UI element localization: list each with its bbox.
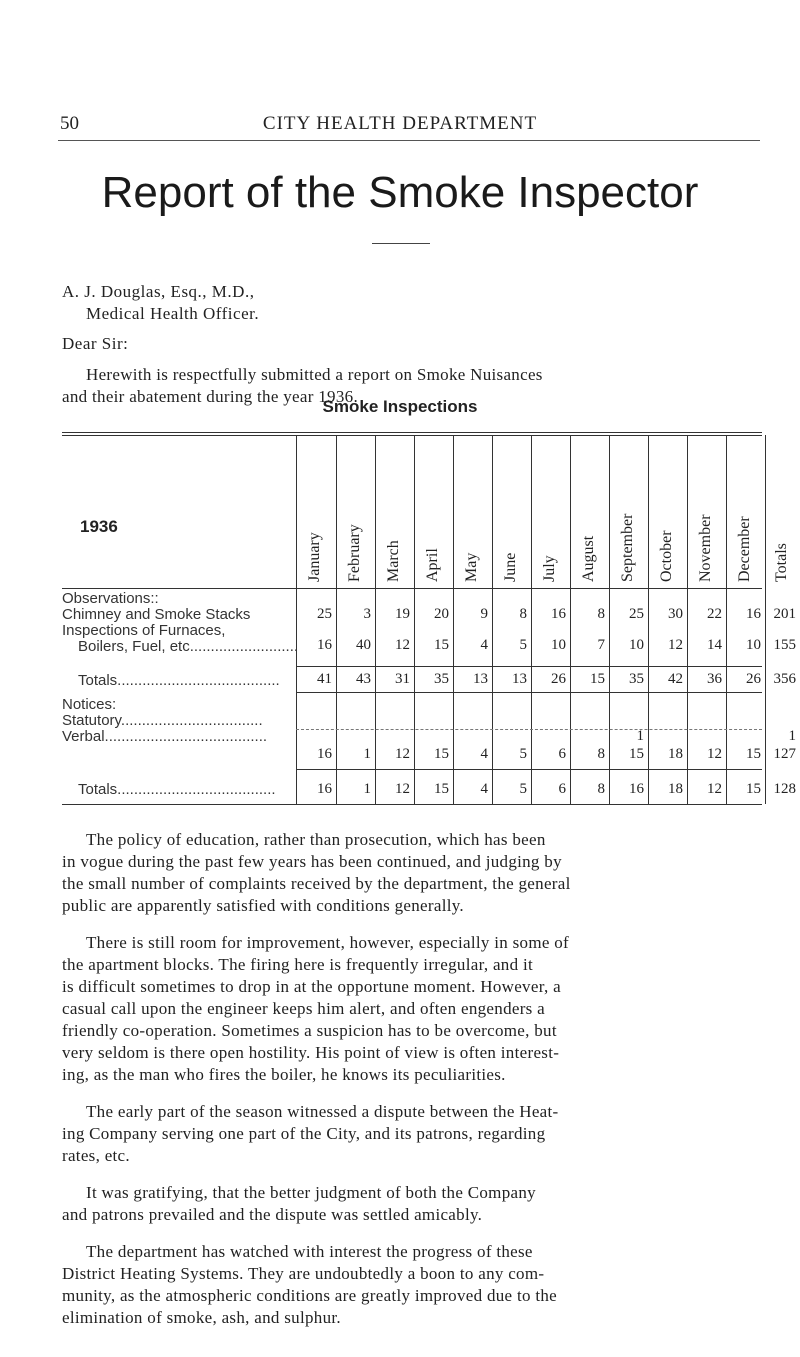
row-label: Totals....................................... [78, 672, 280, 689]
addressee-role: Medical Health Officer. [86, 304, 260, 323]
table-cell: 20 [434, 606, 449, 622]
paragraph-line: District Heating Systems. They are undoubtedly a boon to any com- [62, 1264, 545, 1283]
table-cell: 1 [788, 728, 796, 744]
table-cell: 10 [746, 637, 761, 653]
table-cell: 15 [434, 637, 449, 653]
table-cell: 12 [668, 637, 683, 653]
table-cell: 15 [434, 781, 449, 797]
row-label: Inspections of Furnaces, [62, 622, 226, 639]
paragraph-line: munity, as the atmospheric conditions are greatly improved due to the [62, 1286, 557, 1305]
table-top-rule [62, 435, 762, 436]
table-cell: 22 [707, 606, 722, 622]
month-header: February [345, 524, 363, 582]
paragraph-line: in vogue during the past few years has been continued, and judging by [62, 852, 562, 871]
table-cell: 19 [395, 606, 410, 622]
table-top-rule [62, 432, 762, 433]
table-cell: 8 [597, 606, 605, 622]
table-cell: 43 [356, 671, 371, 687]
table-cell: 26 [746, 671, 761, 687]
table-cell: 36 [707, 671, 722, 687]
table-cell: 7 [597, 637, 605, 653]
table-cell: 10 [629, 637, 644, 653]
report-title: Report of the Smoke Inspector [101, 168, 699, 217]
table-cell: 41 [317, 671, 332, 687]
body-paragraph [62, 1182, 762, 1226]
table-cell: 15 [434, 746, 449, 762]
table-cell: 13 [473, 671, 488, 687]
paragraph-line: the small number of complaints received by the department, the general [62, 874, 571, 893]
paragraph-line: There is still room for improvement, however, especially in some of [86, 933, 570, 952]
month-header: December [735, 516, 753, 582]
table-cell: 5 [519, 781, 527, 797]
row-label: Observations:: [62, 590, 159, 607]
running-title: CITY HEALTH DEPARTMENT [262, 113, 538, 134]
row-label: Chimney and Smoke Stacks [62, 606, 251, 623]
intro-line: Herewith is respectfully submitted a report on Smoke Nuisances [86, 365, 543, 384]
table-cell: 4 [480, 746, 488, 762]
table-cell: 127 [773, 746, 796, 762]
paragraph-line: casual call upon the engineer keeps him alert, and often engenders a [62, 999, 545, 1018]
table-cell: 42 [668, 671, 683, 687]
paragraph-line: and patrons prevailed and the dispute was settled amicably. [62, 1205, 483, 1224]
table-cell: 18 [668, 781, 683, 797]
table-cell: 12 [395, 781, 410, 797]
table-cell: 10 [551, 637, 566, 653]
statutory-rule [296, 729, 762, 730]
table-year: 1936 [80, 517, 118, 536]
month-header: Totals [772, 543, 790, 582]
table-cell: 26 [551, 671, 566, 687]
table-cell: 16 [551, 606, 566, 622]
table-cell: 12 [707, 746, 722, 762]
table-cell: 356 [773, 671, 796, 687]
paragraph-line: The department has watched with interest the progress of these [86, 1242, 533, 1261]
table-cell: 16 [317, 637, 332, 653]
body-paragraph [62, 1241, 762, 1329]
row-label: Statutory.................................. [62, 712, 263, 729]
paragraph-line: The policy of education, rather than prosecution, which has been [86, 830, 546, 849]
body-paragraph [62, 1101, 762, 1167]
paragraph-line: public are apparently satisfied with conditions generally. [62, 896, 464, 915]
table-cell: 30 [668, 606, 683, 622]
table-cell: 155 [773, 637, 796, 653]
table-cell: 1 [636, 728, 644, 744]
body-paragraph [62, 932, 762, 1086]
title-divider [372, 243, 430, 244]
month-header: January [306, 532, 323, 582]
table-cell: 35 [434, 671, 449, 687]
paragraph-line: It was gratifying, that the better judgment of both the Company [86, 1183, 536, 1202]
row-label: Totals...................................... [78, 781, 276, 798]
table-cell: 5 [519, 637, 527, 653]
subtotal-rule [296, 692, 762, 693]
month-header: April [423, 548, 441, 582]
table-cell: 6 [558, 781, 566, 797]
table-cell: 8 [597, 781, 605, 797]
row-label: Notices: [62, 696, 117, 713]
table-cell: 35 [629, 671, 644, 687]
table-cell: 6 [558, 746, 566, 762]
table-cell: 15 [746, 781, 761, 797]
paragraph-line: elimination of smoke, ash, and sulphur. [62, 1308, 341, 1327]
month-header: June [501, 552, 519, 582]
paragraph-line: ing Company serving one part of the City, and its patrons, regarding [62, 1124, 546, 1143]
table-cell: 5 [519, 746, 527, 762]
table-cell: 15 [629, 746, 644, 762]
table-cell: 3 [363, 606, 371, 622]
paragraph-line: ing, as the man who fires the boiler, he knows its peculiarities. [62, 1065, 506, 1084]
table-cell: 4 [480, 781, 488, 797]
salutation: Dear Sir: [62, 334, 129, 353]
body-paragraph [62, 829, 762, 917]
table-cell: 9 [480, 606, 488, 622]
table-cell: 201 [773, 606, 796, 622]
month-header: May [462, 552, 480, 582]
month-header: March [384, 540, 402, 582]
table-cell: 1 [363, 746, 371, 762]
header-rule [58, 140, 760, 141]
table-cell: 16 [629, 781, 644, 797]
paragraph-line: the apartment blocks. The firing here is frequently irregular, and it [62, 955, 533, 974]
paragraph-line: very seldom is there open hostility. His point of view is often interest- [62, 1043, 560, 1062]
table-bottom-rule [62, 804, 762, 805]
table-cell: 12 [395, 637, 410, 653]
table-cell: 15 [590, 671, 605, 687]
table-cell: 31 [395, 671, 410, 687]
row-label: Boilers, Fuel, etc.......................... [78, 638, 299, 655]
table-cell: 12 [707, 781, 722, 797]
header-rule [62, 588, 762, 589]
table-cell: 4 [480, 637, 488, 653]
table-cell: 25 [317, 606, 332, 622]
table-title: Smoke Inspections [322, 397, 478, 416]
table-cell: 15 [746, 746, 761, 762]
table-cell: 8 [597, 746, 605, 762]
month-header: September [618, 513, 636, 582]
row-label: Verbal....................................... [62, 728, 268, 745]
table-cell: 8 [519, 606, 527, 622]
paragraph-line: rates, etc. [62, 1146, 130, 1165]
table-cell: 25 [629, 606, 644, 622]
month-header: July [540, 555, 558, 582]
table-cell: 14 [707, 637, 722, 653]
table-cell: 40 [356, 637, 371, 653]
table-cell: 16 [317, 781, 332, 797]
month-header: November [696, 514, 714, 582]
month-header: October [657, 530, 675, 582]
table-cell: 1 [363, 781, 371, 797]
paragraph-line: The early part of the season witnessed a dispute between the Heat- [86, 1102, 559, 1121]
table-cell: 16 [746, 606, 761, 622]
smoke-inspections-table [62, 432, 796, 812]
month-header: August [579, 535, 597, 582]
paragraph-line: is difficult sometimes to drop in at the opportune moment. However, a [62, 977, 561, 996]
table-cell: 12 [395, 746, 410, 762]
subtotal-rule [296, 666, 762, 667]
intro-line: and their abatement during the year 1936. [62, 387, 359, 406]
table-cell: 18 [668, 746, 683, 762]
addressee-name: A. J. Douglas, Esq., M.D., [62, 282, 255, 301]
subtotal-rule [296, 769, 762, 770]
paragraph-line: friendly co-operation. Sometimes a suspicion has to be overcome, but [62, 1021, 557, 1040]
table-cell: 13 [512, 671, 527, 687]
table-cell: 16 [317, 746, 332, 762]
table-cell: 128 [773, 781, 796, 797]
page-number: 50 [60, 113, 79, 134]
